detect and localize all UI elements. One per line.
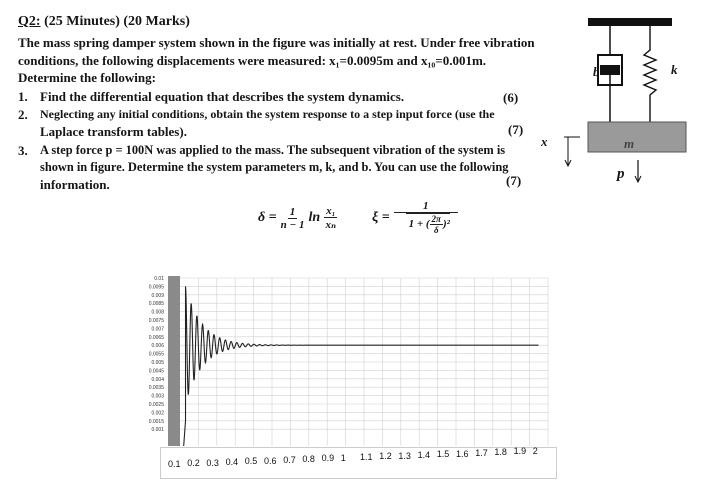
zeta-den-suffix: )² bbox=[442, 218, 450, 231]
two-pi: 2π bbox=[431, 214, 441, 224]
label-m: m bbox=[624, 136, 635, 151]
x-tick-label: 1.1 bbox=[360, 452, 373, 462]
item-3-number: 3. bbox=[18, 143, 28, 158]
x-tick-label: 2 bbox=[532, 445, 538, 456]
x-tick-label: 0.5 bbox=[244, 456, 258, 467]
y-tick-label: 0.006 bbox=[151, 343, 164, 350]
zeta-den-prefix: 1 + ( bbox=[408, 218, 430, 231]
y-tick-label: 0.01 bbox=[154, 276, 164, 282]
label-b: b bbox=[593, 64, 600, 79]
x-tick-label: 0.1 bbox=[168, 459, 181, 469]
x-tick-label: 0.8 bbox=[302, 454, 315, 465]
x-tick-label: 1.3 bbox=[398, 450, 411, 461]
item-1-marks: (6) bbox=[503, 90, 519, 105]
y-tick-label: 0.002 bbox=[151, 410, 164, 417]
x-tick-label: 1.4 bbox=[417, 449, 431, 460]
item-2-marks: (7) bbox=[508, 122, 524, 137]
x-tick-label: 0.3 bbox=[206, 457, 219, 468]
y-tick-label: 0.0055 bbox=[148, 351, 164, 358]
y-tick-label: 0.0015 bbox=[148, 418, 164, 425]
x-tick-label: 0.4 bbox=[225, 456, 239, 467]
y-tick-label: 0.004 bbox=[151, 376, 164, 383]
y-tick-label: 0.009 bbox=[151, 292, 164, 299]
question-meta: (25 Minutes) (20 Marks) bbox=[44, 14, 190, 29]
delta-lhs: δ = bbox=[258, 210, 277, 225]
x-tick-label: 0.6 bbox=[264, 455, 277, 466]
y-tick-label: 0.008 bbox=[151, 309, 164, 316]
grid bbox=[180, 278, 548, 446]
y-tick-label: 0.0095 bbox=[148, 284, 164, 291]
item-2-number: 2. bbox=[18, 107, 28, 122]
y-tick-label: 0.003 bbox=[151, 393, 164, 400]
x-tick-label: 1.5 bbox=[436, 449, 450, 460]
ln-symbol: ln bbox=[308, 210, 321, 225]
item-3-text-3: information. bbox=[40, 177, 110, 192]
label-k: k bbox=[671, 62, 678, 77]
y-tick-label: 0.0085 bbox=[148, 301, 164, 308]
x-tick-label: 0.2 bbox=[187, 458, 200, 469]
intro-line-1: The mass spring damper system shown in the figure was initially at rest. Under free vibration bbox=[18, 35, 535, 50]
label-p: p bbox=[617, 166, 625, 182]
label-x: x bbox=[541, 134, 548, 149]
y-tick-label: 0.0065 bbox=[148, 334, 164, 341]
x-tick-label: 0.9 bbox=[321, 453, 335, 464]
item-3-text-1: A step force p = 100N was applied to the mass. The subsequent vibration of the system is bbox=[40, 143, 506, 157]
zeta-lhs: ξ = bbox=[372, 209, 390, 225]
y-tick-label: 0.007 bbox=[151, 326, 164, 333]
x-tick-label: 1.6 bbox=[456, 448, 469, 459]
item-2-text-2: Laplace transform tables). bbox=[40, 124, 187, 139]
plot-left-band bbox=[168, 276, 180, 446]
item-2-text-1: Neglecting any initial conditions, obtain the system response to a step input force (use the bbox=[40, 107, 495, 121]
delta-num: 1 bbox=[289, 205, 296, 218]
y-tick-label: 0.0045 bbox=[148, 368, 164, 375]
item-3-text-2: shown in figure. Determine the system parameters m, k, and b. You can use the following bbox=[40, 160, 509, 174]
x-tick-label: 1.9 bbox=[513, 446, 527, 457]
delta-den: n − 1 bbox=[280, 218, 305, 231]
item-1-text: Find the differential equation that describes the system dynamics. bbox=[40, 89, 405, 104]
y-tick-label: 0.0035 bbox=[148, 385, 164, 392]
zeta-num: 1 bbox=[394, 200, 458, 213]
y-tick-label: 0.001 bbox=[151, 427, 164, 434]
x-tick-label: 0.7 bbox=[283, 454, 296, 465]
item-1-number: 1. bbox=[18, 89, 28, 104]
xn-symbol: xₙ bbox=[325, 219, 337, 231]
question-number: Q2: bbox=[18, 14, 41, 29]
x-tick-label: 1.2 bbox=[379, 451, 392, 462]
intro-line-3: Determine the following: bbox=[18, 70, 156, 85]
y-tick-label: 0.005 bbox=[151, 360, 164, 366]
x-tick-label: 1.8 bbox=[494, 447, 507, 458]
y-tick-label: 0.0025 bbox=[148, 402, 164, 408]
x-tick-label: 1 bbox=[340, 452, 346, 463]
delta-symbol: δ bbox=[433, 225, 439, 235]
y-ticks bbox=[149, 276, 165, 433]
y-tick-label: 0.0075 bbox=[148, 318, 164, 324]
intro-line-2: conditions, the following displacements were measured: x₁=0.0095m and x₁₀=0.001m. bbox=[18, 53, 487, 68]
x-tick-label: 1.7 bbox=[475, 447, 488, 458]
item-3-marks: (7) bbox=[506, 173, 522, 188]
x1-symbol: x₁ bbox=[326, 205, 336, 217]
